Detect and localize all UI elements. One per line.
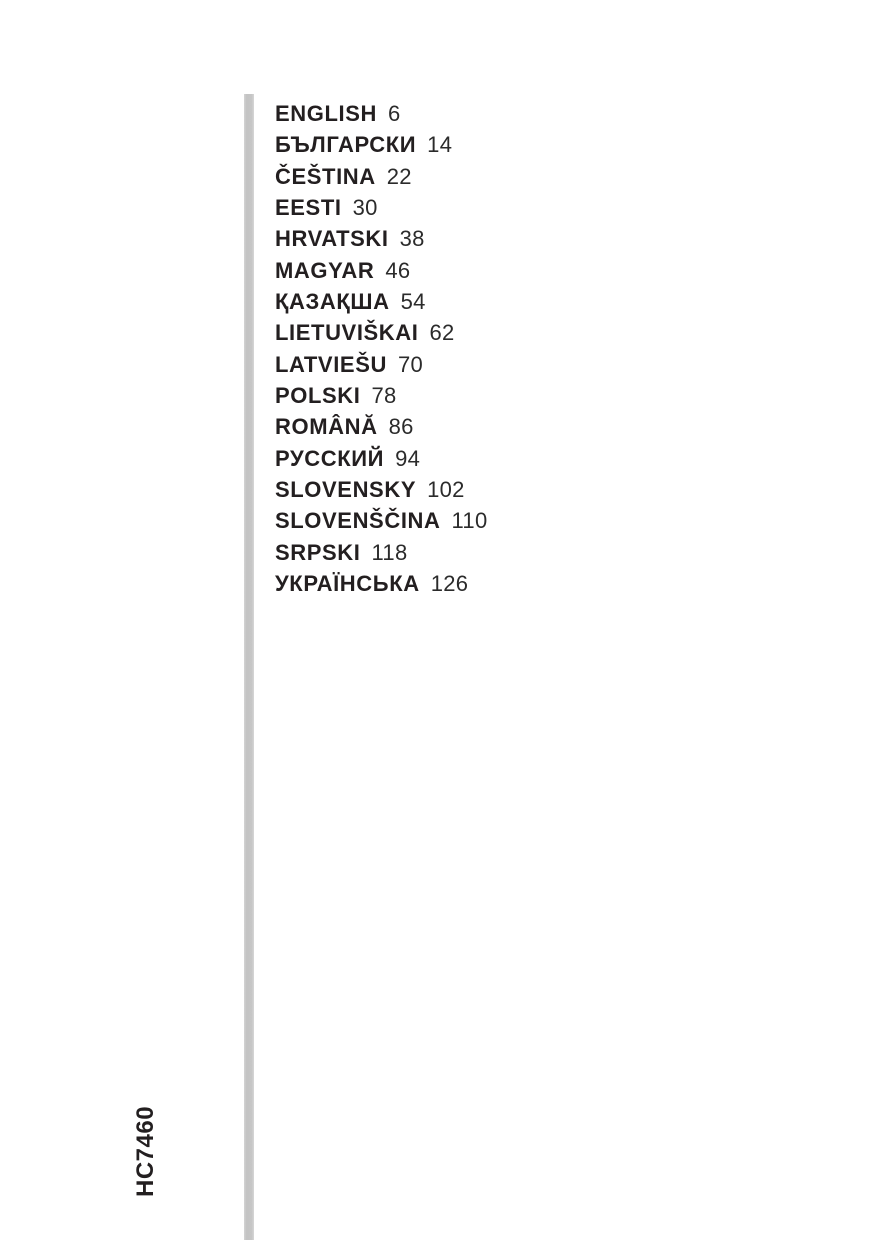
toc-entry bbox=[275, 223, 488, 254]
language-label: ČEŠTINA bbox=[275, 163, 376, 189]
toc-entry bbox=[275, 474, 488, 505]
page-number: 38 bbox=[399, 226, 425, 252]
page-number: 70 bbox=[397, 351, 424, 377]
page-number: 78 bbox=[371, 383, 397, 409]
toc-entry bbox=[275, 380, 488, 411]
toc-entry bbox=[275, 443, 488, 474]
toc-entry bbox=[275, 568, 488, 599]
toc-entry bbox=[275, 537, 488, 568]
table-of-contents bbox=[275, 98, 488, 600]
toc-entry bbox=[275, 255, 488, 286]
language-label: БЪЛГАРСКИ bbox=[275, 132, 417, 158]
page-number: 102 bbox=[427, 477, 465, 503]
page-number: 46 bbox=[385, 257, 411, 283]
page-number: 118 bbox=[371, 539, 408, 565]
language-label: SRPSKI bbox=[275, 539, 361, 565]
page-number: 22 bbox=[386, 163, 412, 189]
page-number: 94 bbox=[395, 445, 421, 471]
language-label: LIETUVIŠKAI bbox=[275, 320, 419, 346]
language-label: LATVIEŠU bbox=[275, 351, 387, 377]
page-number: 6 bbox=[388, 101, 401, 126]
language-label: MAGYAR bbox=[275, 257, 375, 283]
page-number: 62 bbox=[429, 320, 455, 346]
language-label: РУССКИЙ bbox=[275, 445, 385, 471]
language-label: HRVATSKI bbox=[275, 226, 389, 252]
toc-entry bbox=[275, 505, 488, 536]
page-number: 54 bbox=[400, 289, 426, 315]
page-number: 110 bbox=[451, 508, 488, 534]
page-number: 14 bbox=[427, 132, 453, 158]
language-label: POLSKI bbox=[275, 383, 361, 409]
model-number-label: HC7460 bbox=[132, 1105, 159, 1197]
toc-entry bbox=[275, 411, 488, 442]
language-label: SLOVENŠČINA bbox=[275, 508, 441, 534]
page-number: 30 bbox=[352, 195, 378, 221]
toc-entry bbox=[275, 317, 488, 348]
language-label: ROMÂNĂ bbox=[275, 414, 378, 440]
toc-entry bbox=[275, 286, 488, 317]
page-number: 126 bbox=[430, 571, 469, 597]
toc-entry bbox=[275, 349, 488, 380]
toc-entry bbox=[275, 161, 488, 192]
toc-entry bbox=[275, 192, 488, 223]
language-label: EESTI bbox=[275, 195, 342, 221]
page-number: 86 bbox=[388, 414, 414, 440]
language-label: УКРАЇНСЬКА bbox=[275, 571, 420, 597]
toc-entry bbox=[275, 98, 488, 129]
language-label: SLOVENSKY bbox=[275, 477, 417, 503]
language-label: ҚАЗАҚША bbox=[275, 289, 390, 315]
vertical-divider-bar bbox=[244, 94, 254, 1240]
toc-entry bbox=[275, 129, 488, 160]
language-label: ENGLISH bbox=[275, 101, 377, 126]
